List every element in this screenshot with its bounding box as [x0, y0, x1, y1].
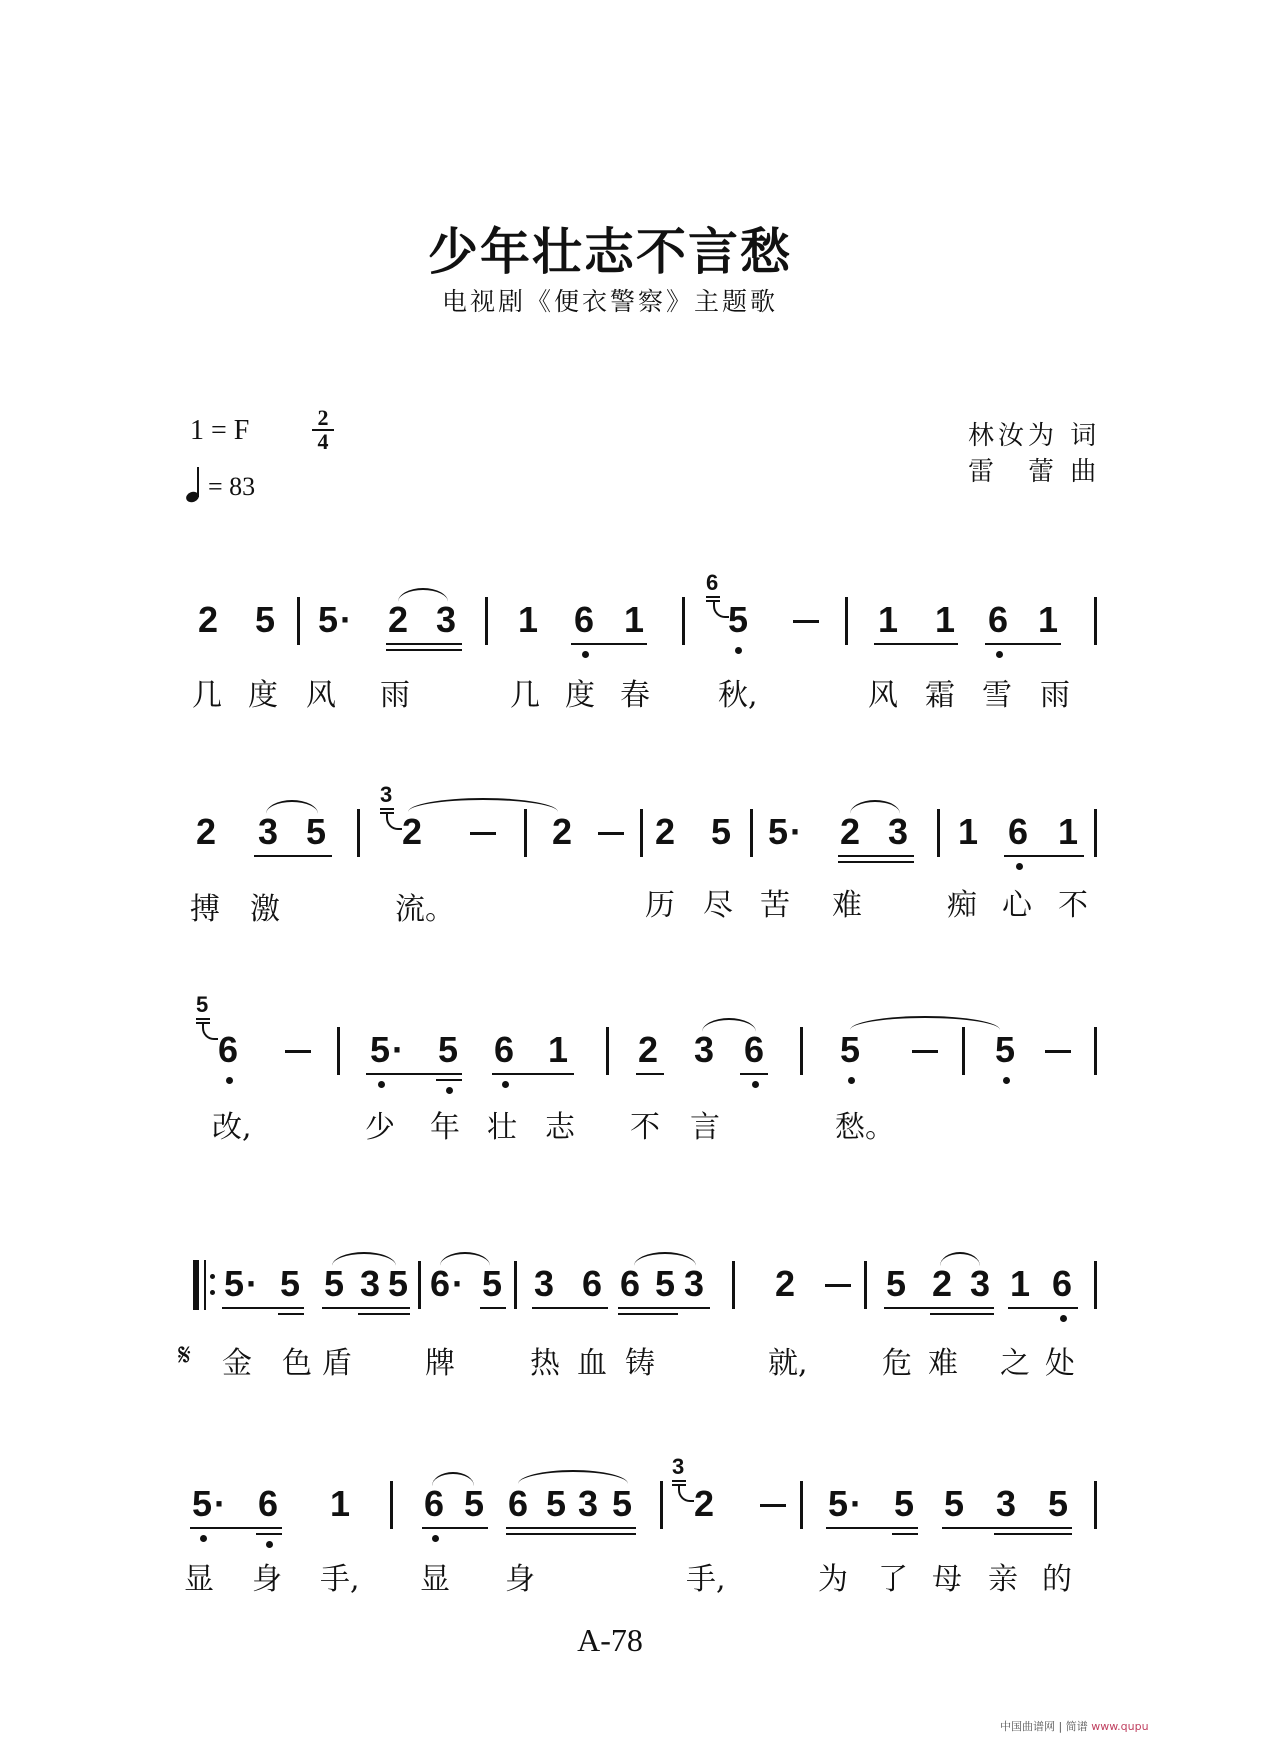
- time-signature-top: 2: [317, 405, 329, 430]
- note: 1: [1058, 811, 1079, 852]
- credits: [968, 418, 1100, 490]
- lyric: 度: [248, 678, 278, 713]
- underline: [985, 643, 1061, 645]
- score-row-5: [0, 1454, 1272, 1597]
- underline: [636, 1073, 664, 1075]
- dot-augment: ·: [214, 1483, 226, 1524]
- lyric: 处: [1045, 1346, 1075, 1381]
- lyric: 雪: [982, 678, 1012, 713]
- barline: [962, 1027, 965, 1075]
- slur: [702, 1018, 756, 1032]
- note: 5: [728, 599, 749, 640]
- note: 2: [638, 1029, 659, 1070]
- extension-dash: [285, 1050, 311, 1053]
- lyric: 几: [192, 678, 222, 713]
- note: 6: [744, 1029, 765, 1070]
- watermark: [1000, 1718, 1149, 1734]
- note: 5: [370, 1029, 391, 1070]
- grace-note: 5: [196, 992, 209, 1017]
- time-signature: [312, 405, 334, 454]
- quarter-note-icon: [186, 468, 202, 502]
- repeat-dot: [210, 1274, 215, 1279]
- score-row-3: [0, 992, 1272, 1145]
- note: 3: [970, 1263, 991, 1304]
- barline: [1094, 1027, 1097, 1075]
- lyric: 血: [577, 1346, 607, 1381]
- barline: [337, 1027, 340, 1075]
- underline: [994, 1533, 1072, 1535]
- barline: [864, 1261, 867, 1309]
- note: 6: [620, 1263, 641, 1304]
- tie: [408, 798, 558, 812]
- underline: [892, 1533, 918, 1535]
- lyric: 为: [818, 1562, 848, 1597]
- note: 5: [886, 1263, 907, 1304]
- lyric: 搏: [190, 892, 220, 927]
- note: 3: [996, 1483, 1017, 1524]
- note: 6: [574, 599, 595, 640]
- barline: [640, 809, 643, 857]
- lyric: 色: [282, 1346, 312, 1381]
- underline: [190, 1527, 282, 1529]
- underline: [571, 643, 647, 645]
- slur: [266, 800, 318, 814]
- slur: [432, 1472, 474, 1486]
- underline: [884, 1307, 994, 1309]
- dot-augment: ·: [340, 599, 352, 640]
- lyric: 年: [430, 1110, 460, 1145]
- page-number: A-78: [577, 1622, 643, 1658]
- note: 5: [255, 599, 276, 640]
- note: 2: [932, 1263, 953, 1304]
- tempo-value: = 83: [208, 472, 256, 501]
- barline: [845, 597, 848, 645]
- composer: 雷 蕾 曲: [968, 457, 1101, 487]
- extension-dash: [825, 1284, 851, 1287]
- barline: [750, 809, 753, 857]
- slur: [332, 1252, 396, 1266]
- underline: [222, 1307, 304, 1309]
- extension-dash: [598, 832, 624, 835]
- note: 5: [224, 1263, 245, 1304]
- note: 5: [280, 1263, 301, 1304]
- note: 5: [711, 811, 732, 852]
- grace-note: 3: [380, 782, 393, 807]
- note: 5: [192, 1483, 213, 1524]
- low-octave-dot: [432, 1535, 439, 1542]
- lyric: 风: [306, 678, 336, 713]
- lyric: 壮: [487, 1110, 517, 1145]
- slur: [850, 800, 900, 814]
- underline: [826, 1527, 918, 1529]
- lyric: 尽: [703, 888, 733, 923]
- lyric: 难: [928, 1346, 958, 1381]
- lyric: 春: [620, 678, 650, 713]
- barline: [800, 1481, 803, 1529]
- underline: [322, 1307, 410, 1309]
- low-octave-dot: [582, 651, 589, 658]
- note: 5: [306, 811, 327, 852]
- lyric: 之: [1000, 1346, 1030, 1381]
- extension-dash: [793, 620, 819, 623]
- barline: [357, 809, 360, 857]
- note: 5: [324, 1263, 345, 1304]
- time-signature-bottom: 4: [317, 429, 329, 454]
- barline: [1094, 1261, 1097, 1309]
- note: 5: [995, 1029, 1016, 1070]
- dot-augment: ·: [246, 1263, 258, 1304]
- barline: [524, 809, 527, 857]
- tempo-marking: [186, 468, 255, 502]
- lyric: 几: [510, 678, 540, 713]
- score-row-4: [0, 1263, 1272, 1381]
- barline: [660, 1481, 663, 1529]
- slur: [518, 1470, 628, 1484]
- lyric: 难: [832, 888, 862, 923]
- lyric: 了: [878, 1562, 908, 1597]
- extension-dash: [760, 1504, 786, 1507]
- lyric: 手,: [686, 1562, 726, 1597]
- barline: [606, 1027, 609, 1075]
- underline: [506, 1533, 636, 1535]
- low-octave-dot: [502, 1081, 509, 1088]
- watermark-text: 中国曲谱网 | 简谱: [1000, 1720, 1088, 1733]
- note: 5: [482, 1263, 503, 1304]
- note: 2: [196, 811, 217, 852]
- grace-underline: [706, 596, 720, 598]
- grace-underline: [196, 1018, 210, 1020]
- note: 1: [518, 599, 539, 640]
- underline: [358, 1313, 410, 1315]
- note: 3: [578, 1483, 599, 1524]
- low-octave-dot: [1003, 1077, 1010, 1084]
- repeat-start-thin: [204, 1260, 206, 1310]
- lyric: 痴: [947, 888, 977, 923]
- underline: [838, 855, 914, 857]
- note: 3: [534, 1263, 555, 1304]
- lyric: 危: [882, 1346, 912, 1381]
- underline: [278, 1313, 304, 1315]
- note: 1: [1010, 1263, 1031, 1304]
- lyric: 霜: [925, 678, 955, 713]
- dot-augment: ·: [392, 1029, 404, 1070]
- underline: [436, 1079, 462, 1081]
- lyric: 手,: [320, 1562, 360, 1597]
- underline: [930, 1313, 994, 1315]
- lyric: 愁。: [835, 1110, 895, 1145]
- underline: [1004, 855, 1084, 857]
- note: 5: [438, 1029, 459, 1070]
- extension-dash: [470, 832, 496, 835]
- note: 2: [388, 599, 409, 640]
- lyric: 金: [222, 1346, 252, 1381]
- underline: [422, 1527, 488, 1529]
- barline: [390, 1481, 393, 1529]
- note: 5: [655, 1263, 676, 1304]
- note: 5: [388, 1263, 409, 1304]
- lyric: 显: [420, 1562, 450, 1597]
- note: 6: [1052, 1263, 1073, 1304]
- barline: [1094, 809, 1097, 857]
- note: 1: [878, 599, 899, 640]
- dot-augment: ·: [790, 811, 802, 852]
- low-octave-dot: [378, 1081, 385, 1088]
- lyric: 言: [690, 1110, 720, 1145]
- note: 5: [944, 1483, 965, 1524]
- barline: [732, 1261, 735, 1309]
- grace-hook: [386, 814, 402, 830]
- lyric: 显: [184, 1562, 214, 1597]
- note: 3: [684, 1263, 705, 1304]
- note: 3: [888, 811, 909, 852]
- score-row-2: [0, 782, 1272, 927]
- dot-augment: ·: [850, 1483, 862, 1524]
- note: 2: [552, 811, 573, 852]
- underline: [256, 1533, 282, 1535]
- lyric: 少: [365, 1110, 395, 1145]
- barline: [800, 1027, 803, 1075]
- note: 2: [775, 1263, 796, 1304]
- underline: [618, 1313, 678, 1315]
- note: 1: [330, 1483, 351, 1524]
- barline: [514, 1261, 517, 1309]
- underline: [838, 861, 914, 863]
- note: 6: [258, 1483, 279, 1524]
- slur: [398, 588, 448, 602]
- note: 2: [198, 599, 219, 640]
- grace-hook: [713, 602, 729, 618]
- underline: [386, 649, 462, 651]
- slur: [940, 1252, 980, 1266]
- lyric: 不: [630, 1110, 660, 1145]
- barline: [485, 597, 488, 645]
- song-title: 少年壮志不言愁: [428, 223, 792, 281]
- barline: [1094, 597, 1097, 645]
- note: 6: [430, 1263, 451, 1304]
- lyric: 母: [932, 1562, 962, 1597]
- lyric: 雨: [1040, 678, 1070, 713]
- slur: [440, 1252, 490, 1266]
- note: 5: [768, 811, 789, 852]
- underline: [532, 1307, 608, 1309]
- lyricist: 林汝为 词: [968, 421, 1101, 451]
- low-octave-dot: [226, 1077, 233, 1084]
- barline: [418, 1261, 421, 1309]
- note: 5: [464, 1483, 485, 1524]
- low-octave-dot: [752, 1081, 759, 1088]
- lyric: 铸: [625, 1346, 655, 1381]
- lyric: 身: [252, 1562, 282, 1597]
- watermark-url: www.qupu: [1091, 1720, 1149, 1733]
- lyric: 盾: [322, 1346, 352, 1381]
- extension-dash: [1045, 1050, 1071, 1053]
- lyric: 就,: [768, 1346, 808, 1381]
- note: 5: [612, 1483, 633, 1524]
- note: 6: [988, 599, 1009, 640]
- low-octave-dot: [735, 647, 742, 654]
- slur: [634, 1252, 696, 1266]
- lyric: 志: [545, 1110, 575, 1145]
- lyric: 心: [1002, 888, 1032, 923]
- note: 5: [840, 1029, 861, 1070]
- lyric: 亲: [988, 1562, 1018, 1597]
- lyric: 热: [530, 1346, 560, 1381]
- score-row-1: [0, 570, 1272, 713]
- lyric: 不: [1058, 888, 1088, 923]
- underline: [254, 855, 332, 857]
- note: 6: [218, 1029, 239, 1070]
- lyric: 牌: [425, 1346, 455, 1381]
- repeat-dot: [210, 1290, 215, 1295]
- underline: [480, 1307, 506, 1309]
- lyric: 激: [250, 892, 280, 927]
- note: 5: [828, 1483, 849, 1524]
- note: 3: [258, 811, 279, 852]
- note: 1: [548, 1029, 569, 1070]
- note: 2: [840, 811, 861, 852]
- note: 1: [1038, 599, 1059, 640]
- note: 2: [694, 1483, 715, 1524]
- low-octave-dot: [1016, 863, 1023, 870]
- barline: [682, 597, 685, 645]
- lyric: 身: [505, 1562, 535, 1597]
- grace-note: 3: [672, 1454, 685, 1479]
- note: 5: [318, 599, 339, 640]
- low-octave-dot: [200, 1535, 207, 1542]
- low-octave-dot: [446, 1087, 453, 1094]
- underline: [740, 1073, 768, 1075]
- repeat-start-thick: [193, 1260, 199, 1310]
- note: 3: [360, 1263, 381, 1304]
- lyric: 度: [565, 678, 595, 713]
- lyric: 苦: [760, 888, 790, 923]
- note: 2: [402, 811, 423, 852]
- underline: [618, 1307, 710, 1309]
- underline: [506, 1527, 636, 1529]
- lyric: 风: [868, 678, 898, 713]
- barline: [937, 809, 940, 857]
- note: 5: [546, 1483, 567, 1524]
- note: 1: [958, 811, 979, 852]
- grace-underline: [672, 1480, 686, 1482]
- note: 6: [1008, 811, 1029, 852]
- lyric: 历: [645, 888, 675, 923]
- tie: [850, 1016, 1000, 1030]
- song-subtitle: 电视剧《便衣警察》主题歌: [441, 287, 778, 316]
- grace-underline: [380, 808, 394, 810]
- lyric: 的: [1042, 1562, 1072, 1597]
- extension-dash: [912, 1050, 938, 1053]
- note: 6: [494, 1029, 515, 1070]
- lyric: 流。: [395, 892, 455, 927]
- low-octave-dot: [996, 651, 1003, 658]
- underline: [874, 643, 958, 645]
- underline: [1008, 1307, 1078, 1309]
- grace-note: 6: [706, 570, 719, 595]
- note: 6: [582, 1263, 603, 1304]
- barline: [297, 597, 300, 645]
- lyric: 雨: [380, 678, 410, 713]
- underline: [386, 643, 462, 645]
- low-octave-dot: [848, 1077, 855, 1084]
- low-octave-dot: [266, 1541, 273, 1548]
- underline: [492, 1073, 574, 1075]
- barline: [1094, 1481, 1097, 1529]
- dot-augment: ·: [452, 1263, 464, 1304]
- note: 2: [655, 811, 676, 852]
- note: 5: [1048, 1483, 1069, 1524]
- segno-sign: 𝄋: [178, 1338, 191, 1373]
- note: 3: [436, 599, 457, 640]
- underline: [366, 1073, 462, 1075]
- lyric: 改,: [212, 1110, 252, 1145]
- note: 1: [624, 599, 645, 640]
- note: 5: [894, 1483, 915, 1524]
- note: 6: [424, 1483, 445, 1524]
- grace-hook: [202, 1024, 218, 1040]
- note: 6: [508, 1483, 529, 1524]
- note: 1: [935, 599, 956, 640]
- underline: [942, 1527, 1072, 1529]
- lyric: 秋,: [718, 678, 758, 713]
- note: 3: [694, 1029, 715, 1070]
- grace-hook: [678, 1486, 694, 1502]
- key-signature: 1 = F: [190, 415, 250, 446]
- low-octave-dot: [1060, 1315, 1067, 1322]
